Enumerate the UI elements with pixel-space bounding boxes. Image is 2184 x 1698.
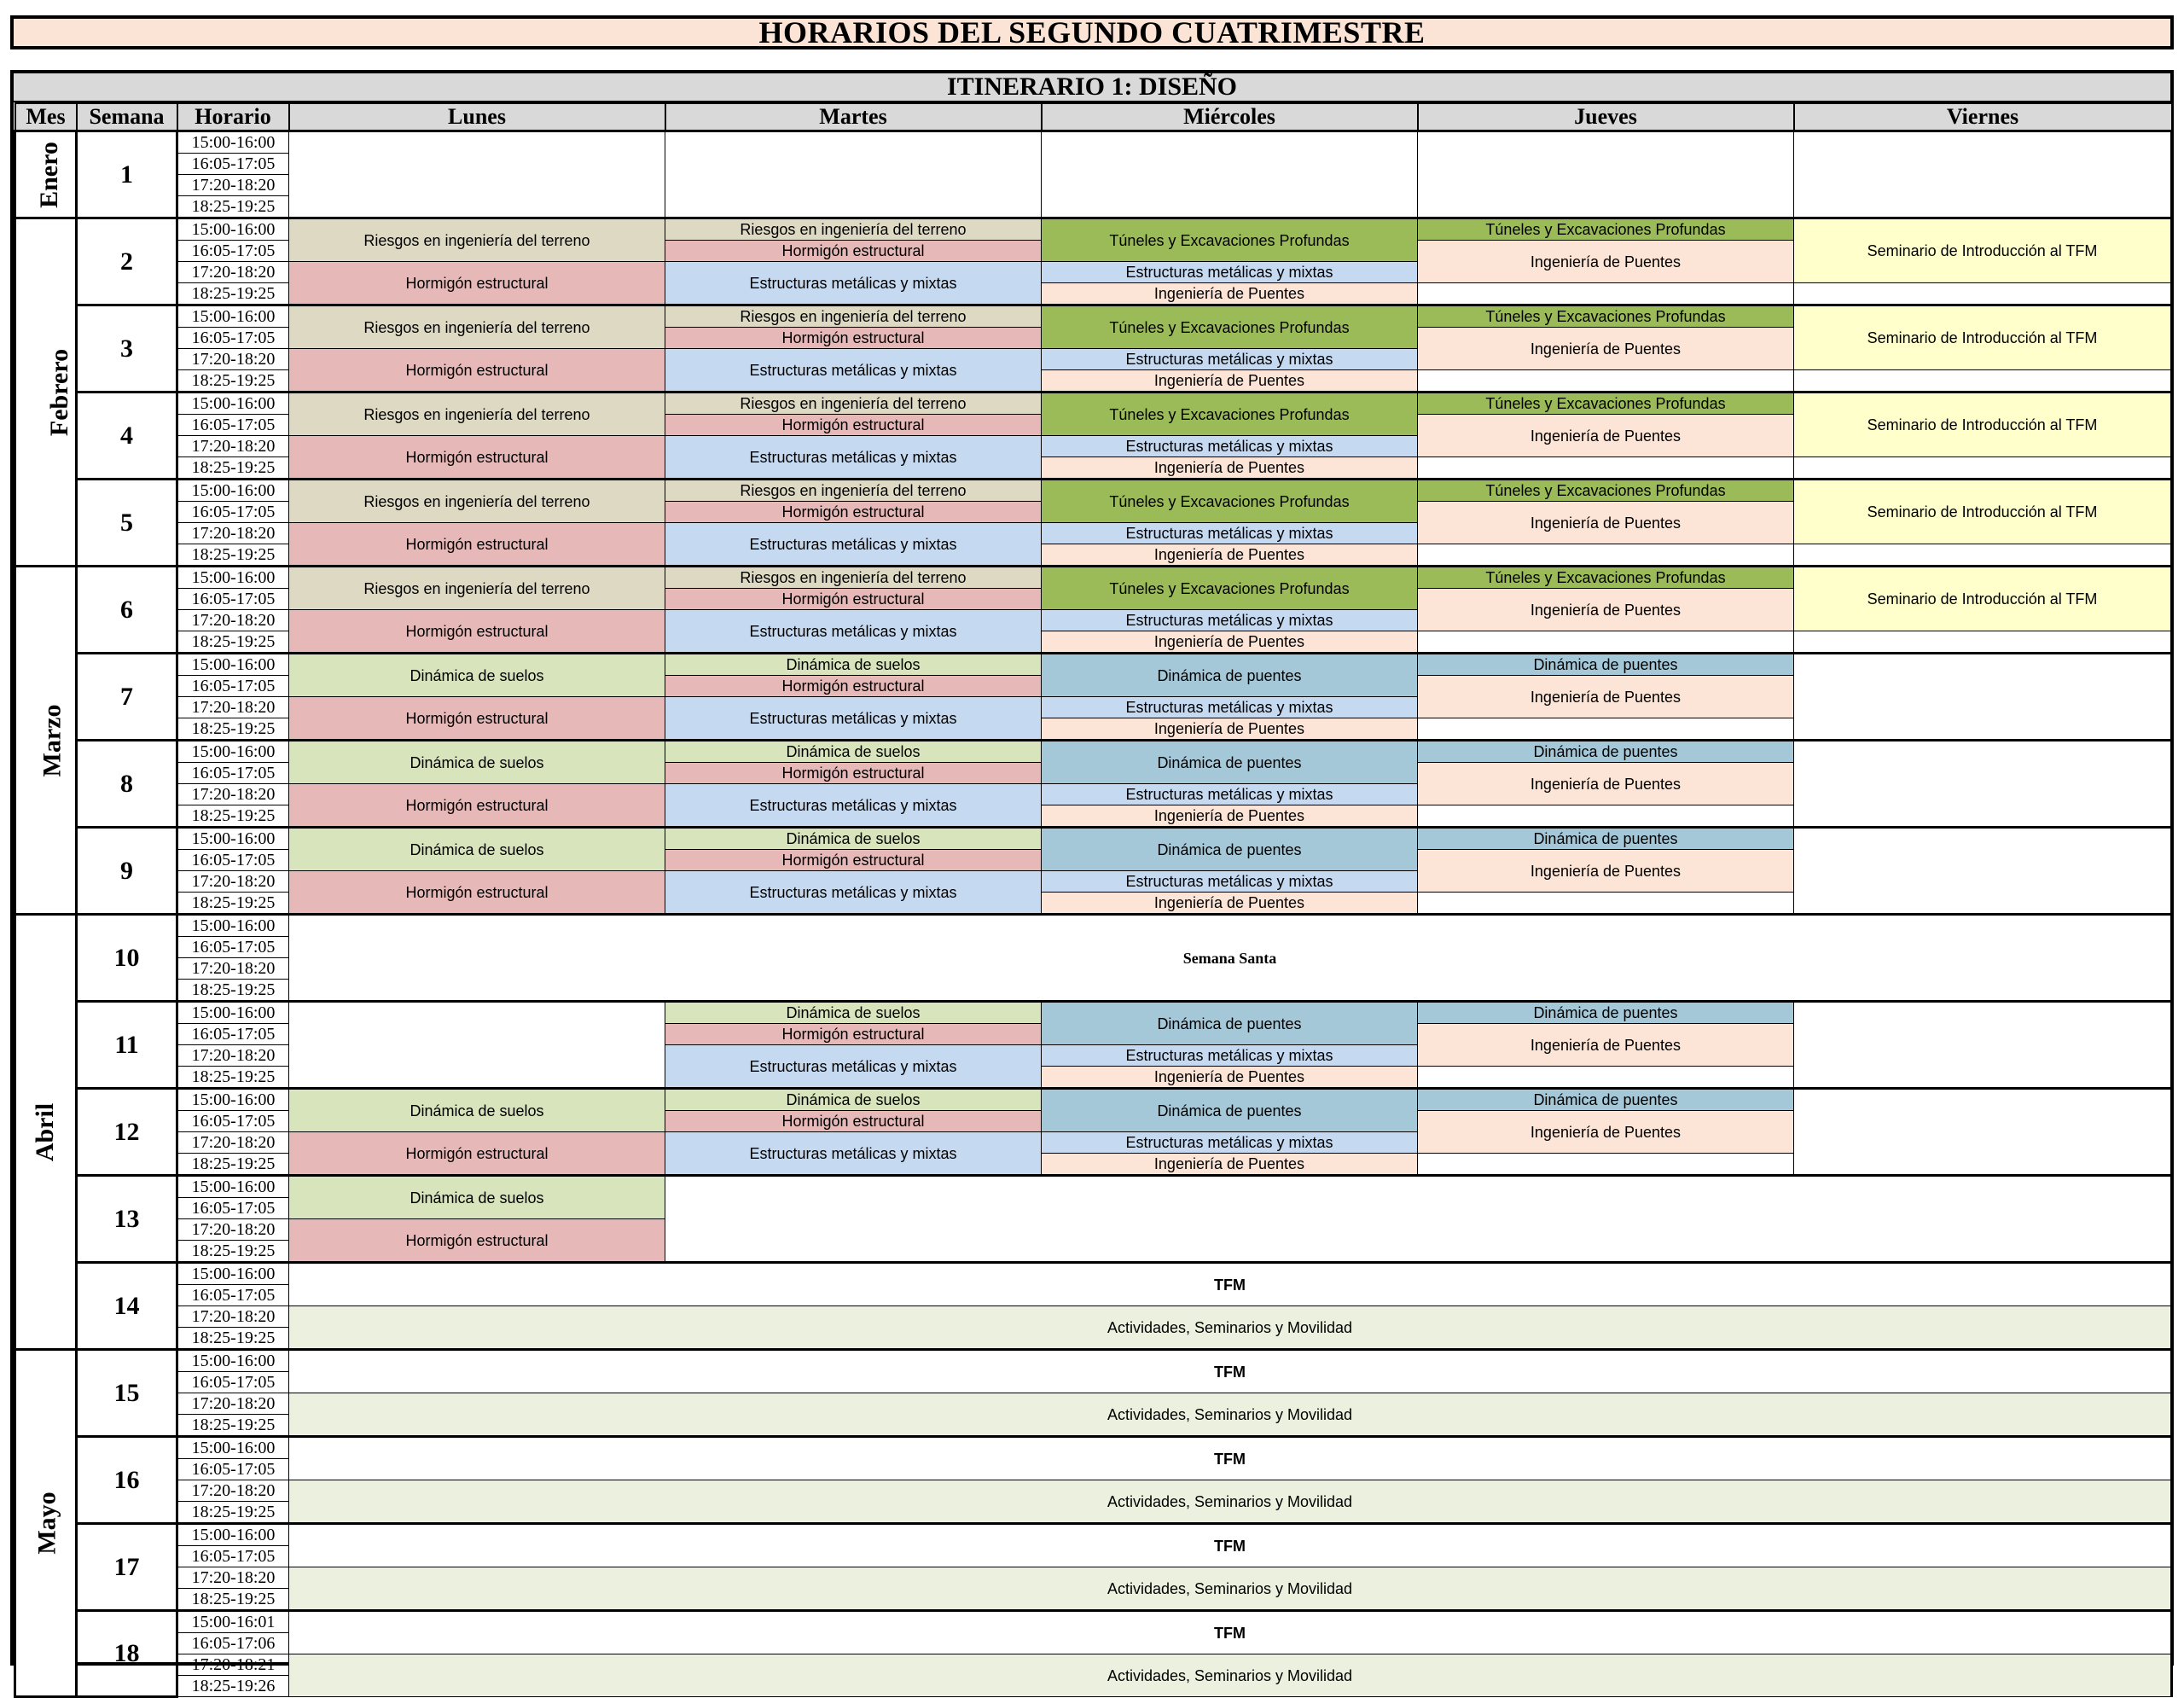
time-slot: 15:00-16:00 — [177, 741, 289, 763]
class-estructuras: Estructuras metálicas y mixtas — [1042, 1132, 1418, 1154]
class-estructuras: Estructuras metálicas y mixtas — [1042, 784, 1418, 805]
itinerary-title: ITINERARIO 1: DISEÑO — [14, 73, 2170, 102]
empty-slot — [1418, 631, 1794, 654]
class-tuneles: Túneles y Excavaciones Profundas — [1418, 567, 1794, 589]
martes-cell — [665, 131, 1042, 218]
time-slot: 17:20-18:20 — [177, 175, 289, 196]
class-din-suelos: Dinámica de suelos — [665, 1002, 1042, 1024]
class-hormigon: Hormigón estructural — [289, 1219, 665, 1263]
class-riesgos: Riesgos en ingeniería del terreno — [289, 393, 665, 436]
class-ing-puentes: Ingeniería de Puentes — [1418, 502, 1794, 544]
time-slot: 15:00-16:00 — [177, 915, 289, 937]
time-slot: 16:05-17:05 — [177, 937, 289, 958]
empty-slot — [1794, 544, 2172, 567]
class-riesgos: Riesgos en ingeniería del terreno — [289, 218, 665, 262]
month-cell-marzo: Marzo — [15, 567, 77, 915]
class-din-suelos: Dinámica de suelos — [289, 1089, 665, 1132]
class-hormigon: Hormigón estructural — [289, 523, 665, 567]
class-hormigon: Hormigón estructural — [665, 241, 1042, 262]
time-slot: 16:05-17:05 — [177, 1111, 289, 1132]
class-din-puentes: Dinámica de puentes — [1042, 1089, 1418, 1132]
class-seminario: Seminario de Introducción al TFM — [1794, 480, 2172, 544]
empty-slot — [1794, 741, 2172, 828]
time-slot: 16:05-17:05 — [177, 328, 289, 349]
table-row — [15, 741, 2172, 763]
time-slot: 15:00-16:00 — [177, 654, 289, 676]
time-slot: 16:05-17:05 — [177, 154, 289, 175]
class-ing-puentes: Ingeniería de Puentes — [1042, 718, 1418, 741]
time-slot: 18:25-19:25 — [177, 1154, 289, 1176]
empty-slot — [1794, 654, 2172, 741]
class-ing-puentes: Ingeniería de Puentes — [1042, 1067, 1418, 1089]
time-slot: 17:20-18:20 — [177, 784, 289, 805]
week-number: 2 — [77, 218, 177, 305]
viernes-cell — [1794, 131, 2172, 218]
class-estructuras: Estructuras metálicas y mixtas — [665, 871, 1042, 915]
class-din-puentes: Dinámica de puentes — [1418, 741, 1794, 763]
time-slot: 15:00-16:00 — [177, 828, 289, 850]
table-row — [15, 567, 2172, 589]
time-slot: 18:25-19:25 — [177, 1502, 289, 1524]
month-cell-mayo: Mayo — [15, 1350, 77, 1697]
time-slot: 16:05-17:05 — [177, 502, 289, 523]
table-row — [15, 1524, 2172, 1546]
time-slot: 17:20-18:20 — [177, 610, 289, 631]
time-slot: 15:00-16:00 — [177, 1089, 289, 1111]
class-ing-puentes: Ingeniería de Puentes — [1418, 328, 1794, 370]
time-slot: 17:20-18:20 — [177, 1219, 289, 1241]
time-slot: 18:25-19:25 — [177, 631, 289, 654]
class-hormigon: Hormigón estructural — [289, 436, 665, 480]
class-estructuras: Estructuras metálicas y mixtas — [665, 784, 1042, 828]
time-slot: 15:00-16:00 — [177, 1350, 289, 1372]
empty-slot — [1794, 631, 2172, 654]
class-riesgos: Riesgos en ingeniería del terreno — [289, 567, 665, 610]
class-estructuras: Estructuras metálicas y mixtas — [665, 262, 1042, 305]
empty-slot — [1418, 1067, 1794, 1089]
class-ing-puentes: Ingeniería de Puentes — [1042, 805, 1418, 828]
time-slot: 18:25-19:25 — [177, 1067, 289, 1089]
week-number: 15 — [77, 1350, 177, 1437]
class-hormigon: Hormigón estructural — [665, 676, 1042, 697]
week-number: 16 — [77, 1437, 177, 1524]
class-ing-puentes: Ingeniería de Puentes — [1418, 1111, 1794, 1154]
time-slot: 17:20-18:20 — [177, 262, 289, 283]
activities-block: Actividades, Seminarios y Movilidad — [289, 1654, 2172, 1697]
time-slot: 15:00-16:00 — [177, 1002, 289, 1024]
time-slot: 18:25-19:25 — [177, 196, 289, 218]
class-hormigon: Hormigón estructural — [665, 328, 1042, 349]
class-din-suelos: Dinámica de suelos — [665, 1089, 1042, 1111]
class-din-suelos: Dinámica de suelos — [289, 1176, 665, 1219]
time-slot: 16:05-17:05 — [177, 1459, 289, 1480]
time-slot: 17:20-18:20 — [177, 349, 289, 370]
empty-slot — [1794, 370, 2172, 393]
month-cell-febrero: Febrero — [15, 218, 77, 567]
table-row — [15, 1393, 2172, 1415]
week-number: 12 — [77, 1089, 177, 1176]
week-number: 4 — [77, 393, 177, 480]
time-slot: 18:25-19:25 — [177, 544, 289, 567]
class-estructuras: Estructuras metálicas y mixtas — [1042, 610, 1418, 631]
table-row — [15, 1263, 2172, 1285]
class-tuneles: Túneles y Excavaciones Profundas — [1042, 305, 1418, 349]
time-slot: 16:05-17:05 — [177, 1024, 289, 1045]
class-riesgos: Riesgos en ingeniería del terreno — [665, 305, 1042, 328]
empty-slot — [665, 1176, 2172, 1263]
class-tuneles: Túneles y Excavaciones Profundas — [1418, 218, 1794, 241]
time-slot: 18:25-19:25 — [177, 893, 289, 915]
table-row — [15, 1567, 2172, 1589]
class-estructuras: Estructuras metálicas y mixtas — [665, 436, 1042, 480]
header-viernes: Viernes — [1794, 103, 2172, 131]
class-estructuras: Estructuras metálicas y mixtas — [665, 349, 1042, 393]
time-slot: 17:20-18:20 — [177, 958, 289, 980]
table-row — [15, 305, 2172, 328]
activities-block: Actividades, Seminarios y Movilidad — [289, 1306, 2172, 1350]
time-slot: 16:05-17:06 — [177, 1633, 289, 1654]
class-ing-puentes: Ingeniería de Puentes — [1042, 370, 1418, 393]
table-row — [15, 1350, 2172, 1372]
table-row — [15, 1437, 2172, 1459]
empty-slot — [1418, 893, 1794, 915]
class-ing-puentes: Ingeniería de Puentes — [1418, 676, 1794, 718]
class-ing-puentes: Ingeniería de Puentes — [1418, 850, 1794, 893]
class-estructuras: Estructuras metálicas y mixtas — [1042, 871, 1418, 893]
schedule-container — [10, 70, 2174, 1695]
class-hormigon: Hormigón estructural — [289, 697, 665, 741]
class-ing-puentes: Ingeniería de Puentes — [1418, 241, 1794, 283]
time-slot: 17:20-18:20 — [177, 1393, 289, 1415]
time-slot: 17:20-18:20 — [177, 523, 289, 544]
class-estructuras: Estructuras metálicas y mixtas — [1042, 262, 1418, 283]
class-din-puentes: Dinámica de puentes — [1042, 741, 1418, 784]
class-ing-puentes: Ingeniería de Puentes — [1042, 1154, 1418, 1176]
table-row — [15, 480, 2172, 502]
week-number: 5 — [77, 480, 177, 567]
time-slot: 15:00-16:00 — [177, 393, 289, 415]
class-hormigon: Hormigón estructural — [665, 502, 1042, 523]
class-riesgos: Riesgos en ingeniería del terreno — [665, 218, 1042, 241]
header-martes: Martes — [665, 103, 1042, 131]
time-slot: 17:20-18:20 — [177, 1480, 289, 1502]
time-slot: 16:05-17:05 — [177, 1285, 289, 1306]
class-seminario: Seminario de Introducción al TFM — [1794, 218, 2172, 283]
jueves-cell — [1418, 131, 1794, 218]
class-din-puentes: Dinámica de puentes — [1418, 1002, 1794, 1024]
empty-slot — [1418, 805, 1794, 828]
class-ing-puentes: Ingeniería de Puentes — [1042, 631, 1418, 654]
class-hormigon: Hormigón estructural — [289, 262, 665, 305]
class-estructuras: Estructuras metálicas y mixtas — [665, 697, 1042, 741]
time-slot: 17:20-18:20 — [177, 871, 289, 893]
week-number: 10 — [77, 915, 177, 1002]
class-estructuras: Estructuras metálicas y mixtas — [1042, 523, 1418, 544]
week-number: 3 — [77, 305, 177, 393]
class-estructuras: Estructuras metálicas y mixtas — [665, 610, 1042, 654]
month-cell-abril: Abril — [15, 915, 77, 1350]
tfm-block: TFM — [289, 1611, 2172, 1654]
activities-block: Actividades, Seminarios y Movilidad — [289, 1393, 2172, 1437]
class-din-suelos: Dinámica de suelos — [665, 828, 1042, 850]
class-riesgos: Riesgos en ingeniería del terreno — [665, 393, 1042, 415]
class-hormigon: Hormigón estructural — [665, 1111, 1042, 1132]
time-slot: 15:00-16:00 — [177, 131, 289, 154]
month-cell-enero: Enero — [15, 131, 77, 218]
time-slot: 15:00-16:00 — [177, 305, 289, 328]
class-hormigon: Hormigón estructural — [289, 610, 665, 654]
class-ing-puentes: Ingeniería de Puentes — [1418, 589, 1794, 631]
class-riesgos: Riesgos en ingeniería del terreno — [665, 480, 1042, 502]
class-riesgos: Riesgos en ingeniería del terreno — [289, 480, 665, 523]
table-row — [15, 1611, 2172, 1633]
time-slot: 15:00-16:00 — [177, 1437, 289, 1459]
class-estructuras: Estructuras metálicas y mixtas — [665, 523, 1042, 567]
time-slot: 16:05-17:05 — [177, 415, 289, 436]
class-din-puentes: Dinámica de puentes — [1418, 828, 1794, 850]
time-slot: 17:20-18:20 — [177, 1045, 289, 1067]
time-slot: 18:25-19:25 — [177, 370, 289, 393]
time-slot: 15:00-16:01 — [177, 1611, 289, 1633]
header-semana: Semana — [77, 103, 177, 131]
class-din-puentes: Dinámica de puentes — [1418, 1089, 1794, 1111]
week-number: 8 — [77, 741, 177, 828]
time-slot: 18:25-19:25 — [177, 283, 289, 305]
time-slot: 16:05-17:05 — [177, 1372, 289, 1393]
class-estructuras: Estructuras metálicas y mixtas — [1042, 349, 1418, 370]
class-hormigon: Hormigón estructural — [289, 349, 665, 393]
class-estructuras: Estructuras metálicas y mixtas — [1042, 436, 1418, 457]
class-tuneles: Túneles y Excavaciones Profundas — [1042, 393, 1418, 436]
miercoles-cell — [1042, 131, 1418, 218]
week-number: 13 — [77, 1176, 177, 1263]
tfm-block: TFM — [289, 1524, 2172, 1567]
time-slot: 16:05-17:05 — [177, 676, 289, 697]
header-row — [15, 103, 2172, 131]
class-ing-puentes: Ingeniería de Puentes — [1418, 1024, 1794, 1067]
schedule-table — [14, 102, 2173, 1698]
class-tuneles: Túneles y Excavaciones Profundas — [1042, 567, 1418, 610]
time-slot: 17:20-18:20 — [177, 697, 289, 718]
page-title: HORARIOS DEL SEGUNDO CUATRIMESTRE — [10, 15, 2174, 49]
class-tuneles: Túneles y Excavaciones Profundas — [1042, 218, 1418, 262]
class-din-puentes: Dinámica de puentes — [1042, 1002, 1418, 1045]
empty-slot — [1418, 370, 1794, 393]
week-number: 17 — [77, 1524, 177, 1611]
empty-slot — [1794, 457, 2172, 480]
lunes-cell — [289, 131, 665, 218]
header-mes: Mes — [15, 103, 77, 131]
empty-slot — [1418, 718, 1794, 741]
class-estructuras: Estructuras metálicas y mixtas — [1042, 1045, 1418, 1067]
class-hormigon: Hormigón estructural — [665, 589, 1042, 610]
class-ing-puentes: Ingeniería de Puentes — [1042, 893, 1418, 915]
time-slot: 16:05-17:05 — [177, 589, 289, 610]
table-row — [15, 828, 2172, 850]
tfm-block: TFM — [289, 1263, 2172, 1306]
week-number: 11 — [77, 1002, 177, 1089]
table-row — [15, 1089, 2172, 1111]
time-slot: 16:05-17:05 — [177, 1546, 289, 1567]
time-slot: 16:05-17:05 — [177, 763, 289, 784]
empty-slot — [1418, 1154, 1794, 1176]
time-slot: 18:25-19:25 — [177, 457, 289, 480]
empty-slot — [1418, 283, 1794, 305]
time-slot: 18:25-19:25 — [177, 718, 289, 741]
class-hormigon: Hormigón estructural — [289, 784, 665, 828]
table-row — [15, 1654, 2172, 1676]
class-hormigon: Hormigón estructural — [665, 850, 1042, 871]
class-hormigon: Hormigón estructural — [289, 1132, 665, 1176]
class-tuneles: Túneles y Excavaciones Profundas — [1418, 480, 1794, 502]
week-number: 7 — [77, 654, 177, 741]
time-slot: 18:25-19:25 — [177, 1328, 289, 1350]
empty-slot — [1794, 283, 2172, 305]
time-slot: 17:20-18:20 — [177, 1567, 289, 1589]
semana-santa-block: Semana Santa — [289, 915, 2172, 1002]
activities-block: Actividades, Seminarios y Movilidad — [289, 1480, 2172, 1524]
week-number: 6 — [77, 567, 177, 654]
week-number: 18 — [77, 1611, 177, 1697]
class-din-suelos: Dinámica de suelos — [665, 654, 1042, 676]
class-din-suelos: Dinámica de suelos — [289, 741, 665, 784]
time-slot: 17:20-18:20 — [177, 1306, 289, 1328]
class-ing-puentes: Ingeniería de Puentes — [1042, 544, 1418, 567]
header-horario: Horario — [177, 103, 289, 131]
time-slot: 18:25-19:25 — [177, 1589, 289, 1611]
class-tuneles: Túneles y Excavaciones Profundas — [1042, 480, 1418, 523]
time-slot: 18:25-19:25 — [177, 980, 289, 1002]
time-slot: 17:20-18:20 — [177, 436, 289, 457]
table-row — [15, 1306, 2172, 1328]
class-hormigon: Hormigón estructural — [665, 415, 1042, 436]
time-slot: 15:00-16:00 — [177, 1263, 289, 1285]
tfm-block: TFM — [289, 1437, 2172, 1480]
table-row — [15, 1480, 2172, 1502]
time-slot: 18:25-19:25 — [177, 1241, 289, 1263]
class-din-suelos: Dinámica de suelos — [289, 654, 665, 697]
class-din-puentes: Dinámica de puentes — [1418, 654, 1794, 676]
class-ing-puentes: Ingeniería de Puentes — [1042, 283, 1418, 305]
class-tuneles: Túneles y Excavaciones Profundas — [1418, 305, 1794, 328]
header-jueves: Jueves — [1418, 103, 1794, 131]
week-number: 9 — [77, 828, 177, 915]
class-riesgos: Riesgos en ingeniería del terreno — [665, 567, 1042, 589]
empty-slot — [1794, 1089, 2172, 1176]
table-row — [15, 218, 2172, 241]
class-seminario: Seminario de Introducción al TFM — [1794, 393, 2172, 457]
time-slot: 15:00-16:00 — [177, 218, 289, 241]
time-slot: 16:05-17:05 — [177, 1198, 289, 1219]
class-ing-puentes: Ingeniería de Puentes — [1042, 457, 1418, 480]
time-slot: 15:00-16:00 — [177, 480, 289, 502]
empty-slot — [1418, 457, 1794, 480]
empty-slot — [1794, 1002, 2172, 1089]
class-seminario: Seminario de Introducción al TFM — [1794, 567, 2172, 631]
time-slot: 15:00-16:00 — [177, 567, 289, 589]
header-lunes: Lunes — [289, 103, 665, 131]
time-slot: 18:25-19:26 — [177, 1676, 289, 1697]
table-row — [15, 131, 2172, 154]
class-riesgos: Riesgos en ingeniería del terreno — [289, 305, 665, 349]
class-estructuras: Estructuras metálicas y mixtas — [665, 1045, 1042, 1089]
time-slot: 15:00-16:00 — [177, 1524, 289, 1546]
table-row — [15, 393, 2172, 415]
activities-block: Actividades, Seminarios y Movilidad — [289, 1567, 2172, 1611]
class-ing-puentes: Ingeniería de Puentes — [1418, 763, 1794, 805]
time-slot: 16:05-17:05 — [177, 850, 289, 871]
time-slot: 18:25-19:25 — [177, 1415, 289, 1437]
empty-slot — [1418, 544, 1794, 567]
time-slot: 15:00-16:00 — [177, 1176, 289, 1198]
week-number: 1 — [77, 131, 177, 218]
class-estructuras: Estructuras metálicas y mixtas — [665, 1132, 1042, 1176]
class-hormigon: Hormigón estructural — [665, 763, 1042, 784]
class-din-suelos: Dinámica de suelos — [289, 828, 665, 871]
class-din-puentes: Dinámica de puentes — [1042, 654, 1418, 697]
empty-slot — [289, 1002, 665, 1089]
table-row — [15, 1176, 2172, 1198]
table-row — [15, 1002, 2172, 1024]
empty-slot — [1794, 828, 2172, 915]
class-seminario: Seminario de Introducción al TFM — [1794, 305, 2172, 370]
time-slot: 16:05-17:05 — [177, 241, 289, 262]
class-din-puentes: Dinámica de puentes — [1042, 828, 1418, 871]
table-row — [15, 654, 2172, 676]
tfm-block: TFM — [289, 1350, 2172, 1393]
class-hormigon: Hormigón estructural — [665, 1024, 1042, 1045]
class-estructuras: Estructuras metálicas y mixtas — [1042, 697, 1418, 718]
time-slot: 17:20-18:21 — [177, 1654, 289, 1676]
table-row — [15, 915, 2172, 937]
class-din-suelos: Dinámica de suelos — [665, 741, 1042, 763]
header-miercoles: Miércoles — [1042, 103, 1418, 131]
class-ing-puentes: Ingeniería de Puentes — [1418, 415, 1794, 457]
week-number: 14 — [77, 1263, 177, 1350]
time-slot: 18:25-19:25 — [177, 805, 289, 828]
time-slot: 17:20-18:20 — [177, 1132, 289, 1154]
class-tuneles: Túneles y Excavaciones Profundas — [1418, 393, 1794, 415]
class-hormigon: Hormigón estructural — [289, 871, 665, 915]
